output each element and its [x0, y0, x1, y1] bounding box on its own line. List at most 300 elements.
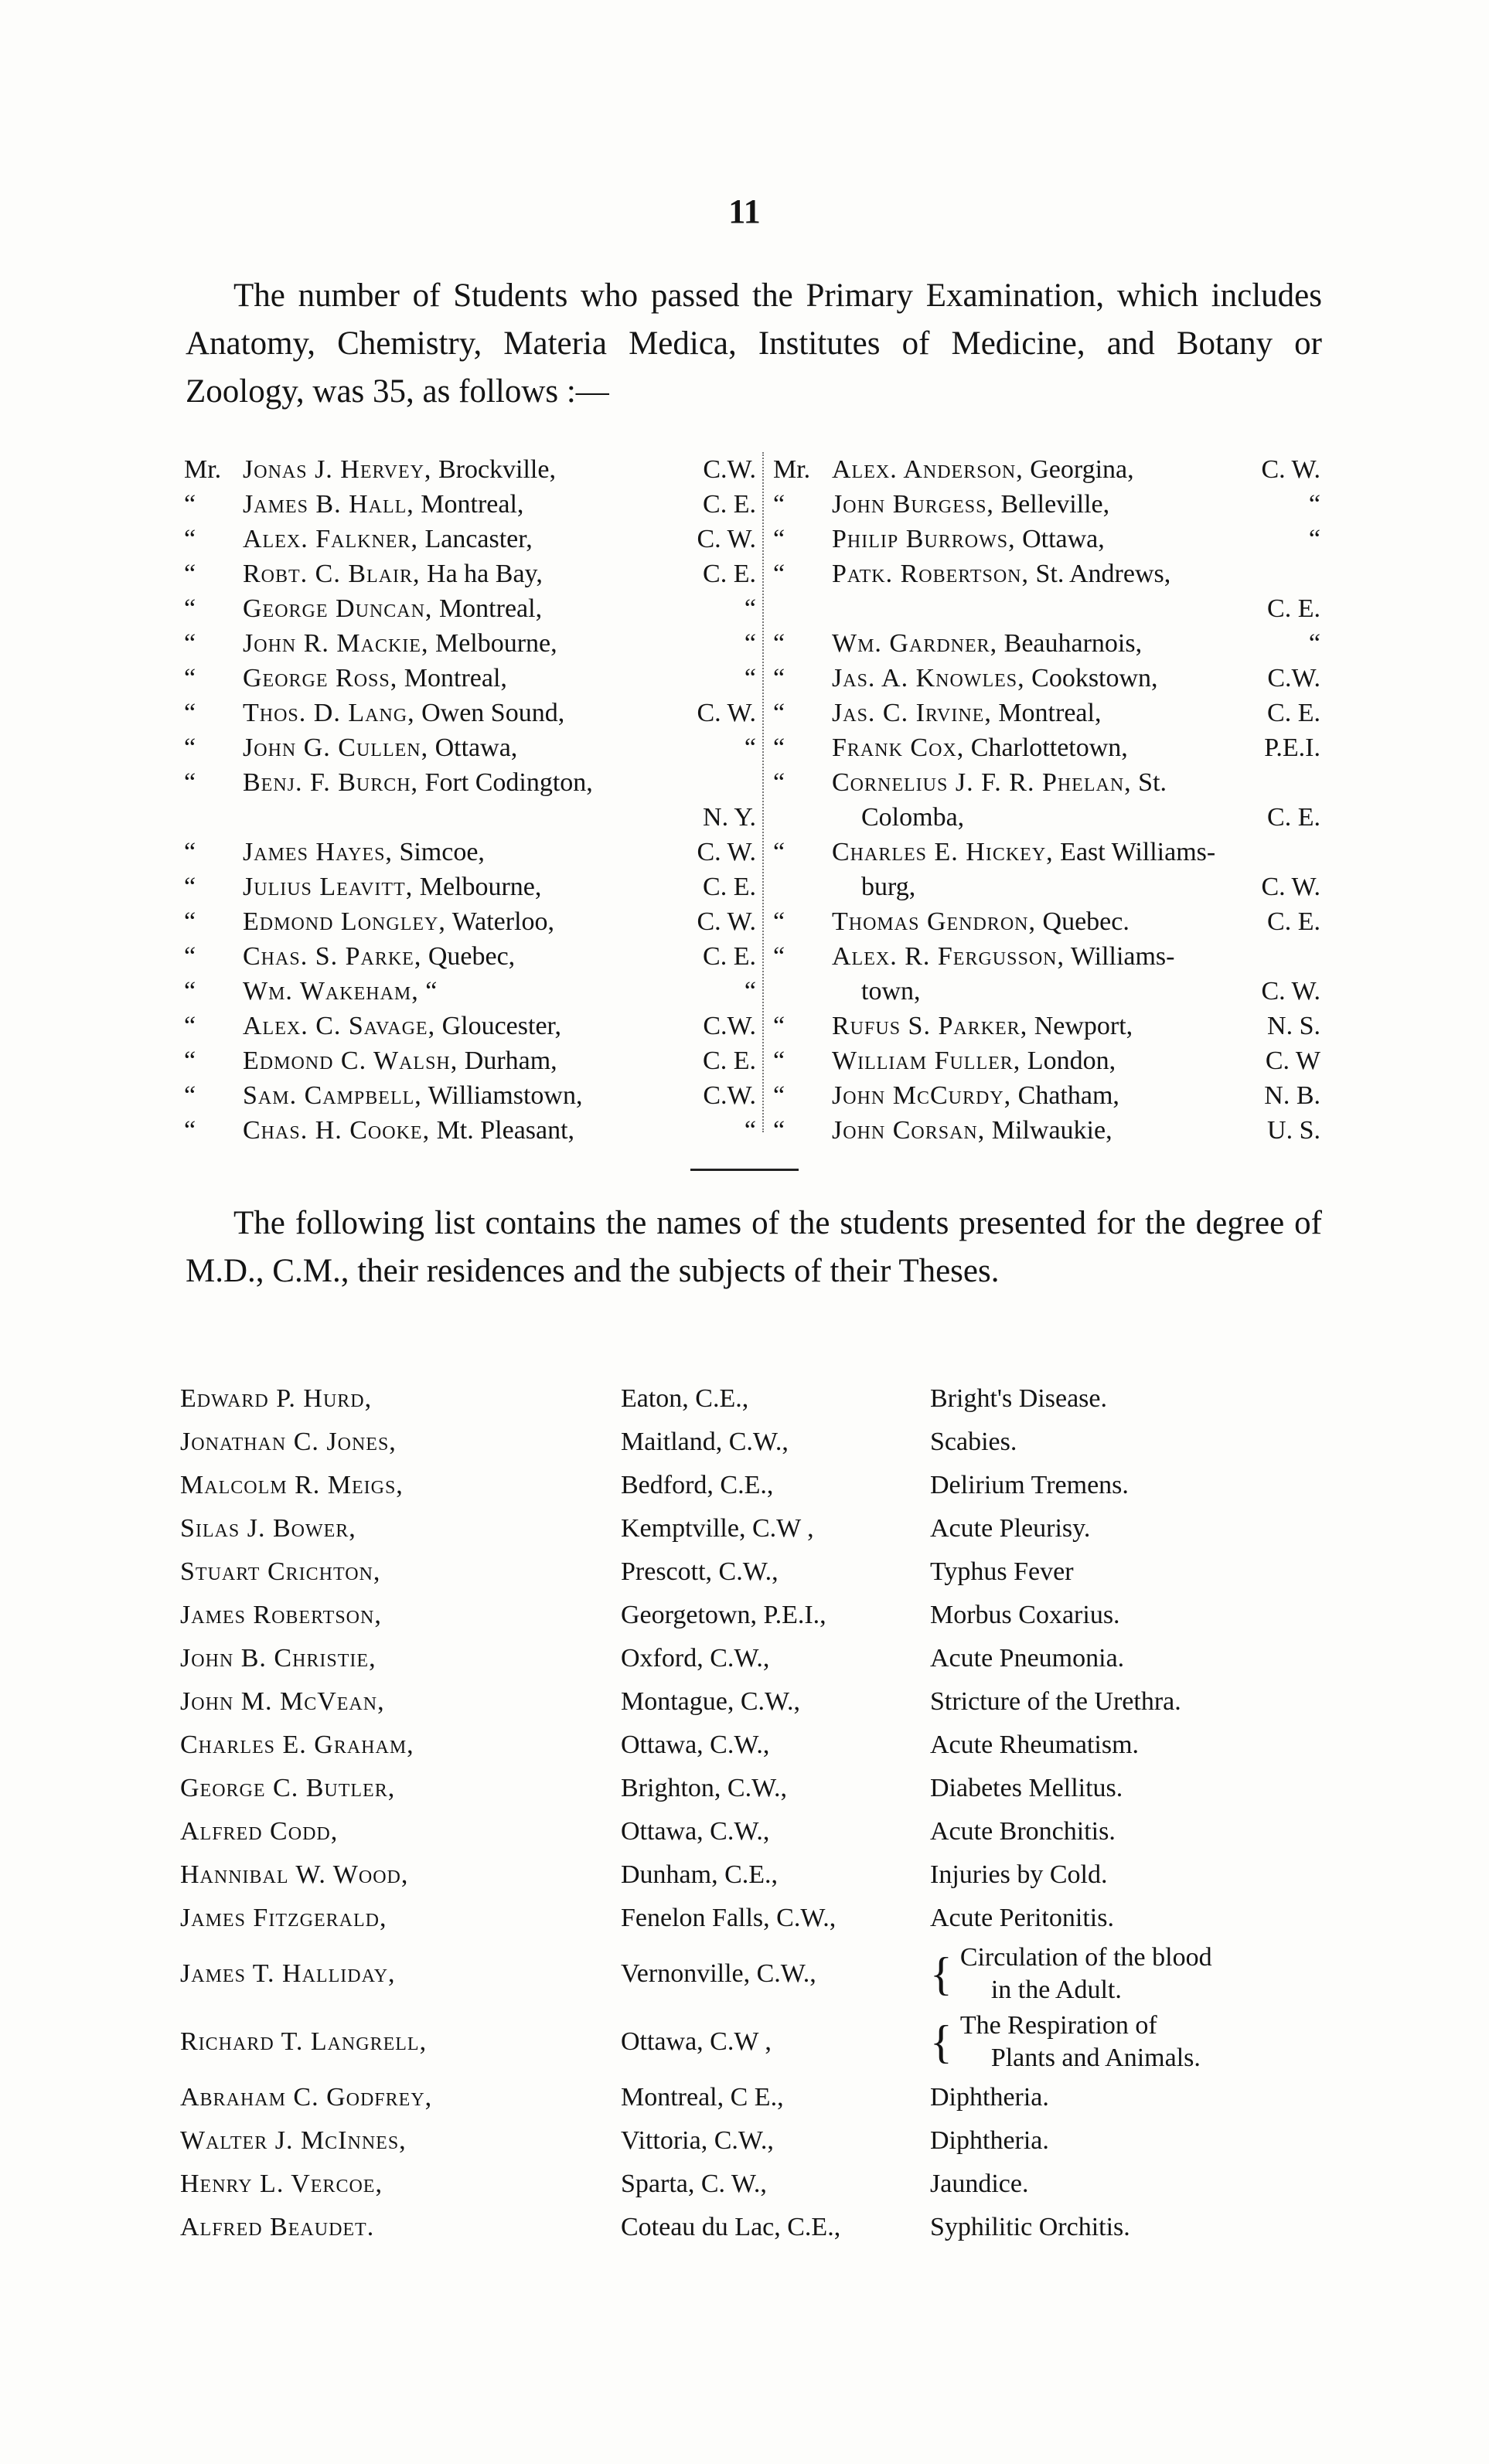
page-number: 11 — [728, 192, 761, 230]
student-region: C. W. — [697, 907, 756, 936]
student-name: John McCurdy, — [832, 1081, 1012, 1110]
student-entry — [832, 1113, 1261, 1148]
student-prefix: “ — [773, 1012, 785, 1040]
student-row — [773, 904, 1320, 939]
student-name: Alex. Falkner, — [243, 525, 418, 553]
student-region: C.W. — [1267, 664, 1320, 693]
thesis-subject: Jaundice. — [930, 2170, 1029, 2198]
student-place: Milwaukie, — [991, 1116, 1112, 1145]
candidate-name: Henry L. Vercoe, — [180, 2170, 383, 2198]
candidate-name: George C. Butler, — [180, 1774, 396, 1802]
student-place: Waterloo, — [451, 907, 555, 936]
student-prefix: “ — [184, 594, 196, 623]
student-place: St. — [1138, 768, 1167, 797]
candidate-residence: Montreal, C E., — [621, 2083, 784, 2112]
student-row — [184, 800, 756, 835]
candidate-name: Jonathan C. Jones, — [180, 1428, 397, 1456]
thesis-subject: Bright's Disease. — [930, 1384, 1107, 1413]
student-entry — [243, 939, 697, 974]
primary-examination-intro: The number of Students who passed the Primary Examination, which includes Anatomy, Chemistry, Materia Medica, Institutes of Medicine, and Botany or Zoology, was 35, as follows :— — [186, 277, 1322, 410]
student-row — [773, 1113, 1320, 1148]
student-row — [773, 1078, 1320, 1113]
student-name: Jonas J. Hervey, — [243, 455, 432, 484]
student-place: Montreal, — [998, 699, 1102, 727]
thesis-subject: Injuries by Cold. — [930, 1860, 1108, 1889]
student-row — [184, 765, 756, 800]
candidate-residence: Bedford, C.E., — [621, 1471, 774, 1499]
student-region: “ — [1308, 629, 1320, 658]
student-row — [184, 939, 756, 974]
thesis-subject: Diphtheria. — [930, 2083, 1049, 2112]
candidate-name: James Fitzgerald, — [180, 1904, 387, 1932]
student-region: “ — [744, 733, 756, 762]
student-place: Chatham, — [1017, 1081, 1119, 1110]
student-region — [1314, 835, 1320, 870]
student-place: Montreal, — [404, 664, 507, 693]
student-prefix — [773, 870, 832, 904]
thesis-row — [180, 2119, 1324, 2163]
student-entry — [243, 1043, 697, 1078]
candidate-residence: Montague, C.W., — [621, 1687, 801, 1716]
thesis-row — [180, 1464, 1324, 1507]
student-region: “ — [744, 629, 756, 658]
student-entry — [832, 522, 1303, 556]
candidate-residence: Vittoria, C.W., — [621, 2126, 774, 2155]
student-row — [773, 1009, 1320, 1043]
student-place: Lancaster, — [424, 525, 533, 553]
thesis-row — [180, 2076, 1324, 2119]
student-entry — [832, 661, 1261, 696]
candidate-residence: Brighton, C.W., — [621, 1774, 788, 1802]
student-region: C. E. — [703, 560, 756, 588]
student-row — [184, 696, 756, 730]
student-region: C. E. — [1267, 803, 1320, 832]
student-prefix: “ — [773, 733, 785, 762]
thesis-subject-lines — [960, 2010, 1201, 2074]
student-name: Frank Cox, — [832, 733, 965, 762]
students-left-column — [184, 452, 756, 1148]
student-name: Jas. A. Knowles, — [832, 664, 1025, 693]
student-row — [773, 591, 1320, 626]
student-name: Alex. C. Savage, — [243, 1012, 436, 1040]
student-row — [773, 696, 1320, 730]
student-entry — [243, 835, 690, 870]
student-place: Beauharnois, — [1003, 629, 1143, 658]
student-row — [184, 661, 756, 696]
student-prefix: “ — [773, 560, 785, 588]
student-entry — [832, 765, 1314, 800]
student-region: C.W. — [703, 1081, 756, 1110]
student-row — [773, 452, 1320, 487]
thesis-subject: Typhus Fever — [930, 1557, 1074, 1586]
student-prefix: “ — [773, 942, 785, 971]
student-prefix: “ — [184, 1116, 196, 1145]
candidate-name: Richard T. Langrell, — [180, 2027, 428, 2056]
student-entry — [832, 626, 1303, 661]
thesis-row — [180, 1897, 1324, 1940]
student-place: Melbourne, — [419, 873, 542, 901]
column-divider — [762, 452, 764, 1132]
student-prefix: “ — [184, 942, 196, 971]
student-region: C. W — [1265, 1047, 1320, 1075]
student-row — [184, 522, 756, 556]
student-row — [773, 974, 1320, 1009]
student-row — [184, 904, 756, 939]
student-region — [1314, 939, 1320, 974]
student-entry — [243, 696, 690, 730]
thesis-subject: Syphilitic Orchitis. — [930, 2213, 1130, 2241]
student-row — [184, 1113, 756, 1148]
thesis-row — [180, 1680, 1324, 1724]
candidate-name: Alfred Codd, — [180, 1817, 339, 1846]
thesis-row — [180, 1594, 1324, 1637]
student-row — [184, 487, 756, 522]
student-name: John G. Cullen, — [243, 733, 429, 762]
student-place: Williamstown, — [428, 1081, 583, 1110]
student-entry — [832, 1078, 1258, 1113]
candidate-residence: Ottawa, C.W., — [621, 1731, 770, 1759]
student-name: Alex. Anderson, — [832, 455, 1024, 484]
student-entry — [832, 452, 1255, 487]
student-prefix: “ — [184, 768, 196, 797]
student-name: Alex. R. Fergusson, — [832, 942, 1065, 971]
student-region: “ — [744, 977, 756, 1006]
student-region: C.W. — [703, 455, 756, 484]
student-place: Mt. Pleasant, — [436, 1116, 575, 1145]
student-region: C. E. — [703, 490, 756, 519]
student-entry — [832, 870, 1255, 904]
candidate-residence: Fenelon Falls, C.W., — [621, 1904, 836, 1932]
thesis-row — [180, 1377, 1324, 1421]
candidate-residence: Oxford, C.W., — [621, 1644, 770, 1673]
thesis-subject-continuation: in the Adult. — [990, 1976, 1122, 2004]
student-prefix: “ — [184, 977, 196, 1006]
candidate-residence: Kemptville, C.W , — [621, 1514, 814, 1543]
student-place: Georgina, — [1030, 455, 1134, 484]
student-place: Belleville, — [1000, 490, 1110, 519]
candidate-residence: Eaton, C.E., — [621, 1384, 749, 1413]
student-name: James B. Hall, — [243, 490, 414, 519]
thesis-row — [180, 1853, 1324, 1897]
student-row — [184, 730, 756, 765]
candidate-name: John M. McVean, — [180, 1687, 385, 1716]
thesis-row — [180, 1940, 1324, 2008]
student-place: Simcoe, — [399, 838, 485, 866]
student-prefix: “ — [773, 664, 785, 693]
student-name: Wm. Wakeham, — [243, 977, 419, 1006]
student-row — [184, 1009, 756, 1043]
student-prefix: Mr. — [184, 455, 222, 484]
student-prefix — [773, 974, 832, 1009]
thesis-subject: Scabies. — [930, 1428, 1017, 1456]
student-place: “ — [425, 977, 438, 1006]
student-row — [773, 870, 1320, 904]
brace-glyph: { — [930, 2016, 952, 2068]
student-place: Montreal, — [438, 594, 543, 623]
student-entry — [832, 1043, 1259, 1078]
thesis-row — [180, 1550, 1324, 1594]
student-region: C. W. — [697, 699, 756, 727]
student-place: Brockville, — [438, 455, 556, 484]
student-row — [773, 939, 1320, 974]
thesis-subject-line: The Respiration of — [959, 2011, 1157, 2040]
student-name: Charles E. Hickey, — [832, 838, 1054, 866]
student-prefix: “ — [773, 1116, 785, 1145]
student-row — [773, 661, 1320, 696]
student-entry — [832, 556, 1314, 591]
student-name: James Hayes, — [243, 838, 393, 866]
student-row — [184, 452, 756, 487]
candidate-name: Walter J. McInnes, — [180, 2126, 407, 2155]
student-entry — [832, 696, 1261, 730]
brace-glyph: { — [930, 1948, 952, 1999]
candidate-name: Charles E. Graham, — [180, 1731, 414, 1759]
student-entry — [243, 1113, 738, 1148]
student-entry — [832, 939, 1314, 974]
thesis-subject: Diabetes Mellitus. — [930, 1774, 1123, 1802]
student-row — [773, 556, 1320, 591]
student-name: Thos. D. Lang, — [243, 699, 415, 727]
student-prefix: “ — [773, 1081, 785, 1110]
student-row — [773, 835, 1320, 870]
student-entry — [243, 452, 697, 487]
student-place: Owen Sound, — [421, 699, 565, 727]
student-row — [184, 835, 756, 870]
candidate-name: Alfred Beaudet. — [180, 2213, 375, 2241]
thesis-subject: Acute Bronchitis. — [930, 1817, 1116, 1846]
student-row — [184, 1043, 756, 1078]
student-entry — [243, 522, 690, 556]
student-region: N. B. — [1264, 1081, 1320, 1110]
thesis-subject: Stricture of the Urethra. — [930, 1687, 1181, 1716]
student-place: Durham, — [464, 1047, 557, 1075]
student-region: “ — [744, 664, 756, 693]
student-region: N. Y. — [703, 803, 756, 832]
student-name: Sam. Campbell, — [243, 1081, 422, 1110]
theses-list — [180, 1377, 1324, 2249]
student-place: Williams- — [1070, 942, 1175, 971]
student-prefix: “ — [184, 490, 196, 519]
section-divider — [690, 1169, 799, 1171]
student-prefix: “ — [184, 629, 196, 658]
student-region: C.W. — [703, 1012, 756, 1040]
student-prefix: “ — [184, 525, 196, 553]
student-region: C. W. — [1261, 873, 1320, 901]
thesis-subject: Acute Rheumatism. — [930, 1731, 1140, 1759]
student-entry — [832, 835, 1314, 870]
student-region: N. S. — [1267, 1012, 1320, 1040]
candidate-residence: Prescott, C.W., — [621, 1557, 779, 1586]
student-region: C. W. — [1261, 977, 1320, 1006]
student-name: Patk. Robertson, — [832, 560, 1029, 588]
student-prefix: “ — [184, 873, 196, 901]
thesis-row — [180, 2163, 1324, 2206]
student-name: Julius Leavitt, — [243, 873, 414, 901]
candidate-residence: Georgetown, P.E.I., — [621, 1601, 826, 1629]
student-entry — [243, 730, 738, 765]
student-name: Benj. F. Burch, — [243, 768, 419, 797]
student-name: Thomas Gendron, — [832, 907, 1037, 936]
student-entry — [243, 904, 690, 939]
student-row — [184, 1078, 756, 1113]
thesis-row — [180, 1507, 1324, 1550]
thesis-subject: Diphtheria. — [930, 2126, 1049, 2155]
student-place: Montreal, — [421, 490, 524, 519]
candidate-name: Hannibal W. Wood, — [180, 1860, 409, 1889]
student-place: Quebec. — [1042, 907, 1130, 936]
student-name: John R. Mackie, — [243, 629, 429, 658]
student-entry — [243, 626, 738, 661]
student-prefix: “ — [184, 560, 196, 588]
student-row — [184, 591, 756, 626]
thesis-subject: Acute Pneumonia. — [930, 1644, 1125, 1673]
student-entry — [832, 487, 1303, 522]
student-entry — [243, 591, 738, 626]
candidate-name: James T. Halliday, — [180, 1959, 396, 1988]
student-place: Melbourne, — [434, 629, 557, 658]
thesis-row — [180, 2008, 1324, 2076]
student-name: John Corsan, — [832, 1116, 986, 1145]
student-row — [184, 974, 756, 1009]
student-row — [773, 1043, 1320, 1078]
student-row — [773, 522, 1320, 556]
student-prefix: “ — [773, 629, 785, 658]
thesis-subject — [930, 1942, 1324, 2006]
student-name: Wm. Gardner, — [832, 629, 998, 658]
student-place: Fort Codington, — [424, 768, 593, 797]
student-region: C. E. — [703, 873, 756, 901]
student-name: Cornelius J. F. R. Phelan, — [832, 768, 1132, 797]
student-region: P.E.I. — [1264, 733, 1320, 762]
student-entry — [243, 556, 697, 591]
student-entry — [832, 800, 1261, 835]
student-entry — [832, 904, 1261, 939]
student-region: C. E. — [1267, 699, 1320, 727]
candidate-name: Silas J. Bower, — [180, 1514, 356, 1543]
student-entry — [243, 870, 697, 904]
student-name: Chas. S. Parke, — [243, 942, 422, 971]
student-row — [184, 556, 756, 591]
student-place: St. Andrews, — [1035, 560, 1171, 588]
student-entry — [243, 765, 750, 800]
student-row — [184, 870, 756, 904]
student-prefix: “ — [773, 1047, 785, 1075]
student-prefix: “ — [773, 838, 785, 866]
student-entry — [243, 661, 738, 696]
student-region: C. E. — [703, 1047, 756, 1075]
thesis-subject: Acute Peritonitis. — [930, 1904, 1114, 1932]
student-prefix: “ — [773, 699, 785, 727]
student-row — [773, 487, 1320, 522]
student-prefix: Mr. — [773, 455, 811, 484]
student-name: Edmond Longley, — [243, 907, 446, 936]
thesis-subject: Delirium Tremens. — [930, 1471, 1129, 1499]
student-region — [1314, 556, 1320, 591]
student-prefix — [773, 591, 832, 626]
student-region — [1314, 765, 1320, 800]
student-prefix: “ — [773, 525, 785, 553]
student-place: Charlottetown, — [970, 733, 1128, 762]
student-region: C. E. — [1267, 907, 1320, 936]
student-name: George Ross, — [243, 664, 398, 693]
thesis-row — [180, 1810, 1324, 1853]
student-row — [773, 765, 1320, 800]
student-region: C. E. — [1267, 594, 1320, 623]
thesis-row — [180, 1767, 1324, 1810]
student-name: Philip Burrows, — [832, 525, 1016, 553]
student-name: William Fuller, — [832, 1047, 1021, 1075]
candidate-residence: Maitland, C.W., — [621, 1428, 789, 1456]
student-region: “ — [744, 1116, 756, 1145]
student-entry — [832, 974, 1255, 1009]
student-region: “ — [1308, 525, 1320, 553]
student-place: burg, — [861, 873, 916, 901]
student-prefix: “ — [773, 907, 785, 936]
student-place: Ottawa, — [434, 733, 518, 762]
student-row — [184, 626, 756, 661]
candidate-name: Malcolm R. Meigs, — [180, 1471, 404, 1499]
student-entry — [243, 1009, 697, 1043]
student-place: Ha ha Bay, — [427, 560, 543, 588]
student-row — [773, 800, 1320, 835]
student-prefix — [184, 800, 243, 835]
thesis-subject: Acute Pleurisy. — [930, 1514, 1091, 1543]
student-row — [773, 730, 1320, 765]
student-region: C. W. — [697, 525, 756, 553]
student-prefix: “ — [184, 1012, 196, 1040]
candidate-residence: Ottawa, C.W , — [621, 2027, 772, 2056]
student-prefix — [773, 800, 832, 835]
student-prefix: “ — [184, 1047, 196, 1075]
student-prefix: “ — [184, 733, 196, 762]
student-prefix: “ — [184, 699, 196, 727]
thesis-subject-continuation: Plants and Animals. — [990, 2044, 1201, 2072]
student-place: Newport, — [1034, 1012, 1133, 1040]
student-prefix: “ — [773, 490, 785, 519]
md-degree-intro: The following list contains the names of the students presented for the degree of M.D., C.M., their residences and the subjects of their Theses. — [186, 1205, 1322, 1289]
students-right-column — [773, 452, 1320, 1148]
candidate-residence: Ottawa, C.W., — [621, 1817, 770, 1846]
candidate-name: Stuart Crichton, — [180, 1557, 381, 1586]
thesis-row — [180, 1724, 1324, 1767]
student-name: Chas. H. Cooke, — [243, 1116, 431, 1145]
thesis-row — [180, 2206, 1324, 2249]
student-place: London, — [1027, 1047, 1116, 1075]
student-prefix: “ — [184, 907, 196, 936]
thesis-subject-lines — [960, 1942, 1212, 2006]
candidate-name: Abraham C. Godfrey, — [180, 2083, 433, 2112]
student-region: U. S. — [1267, 1116, 1320, 1145]
student-region — [750, 765, 756, 800]
candidate-residence: Sparta, C. W., — [621, 2170, 767, 2198]
student-entry — [243, 1078, 697, 1113]
student-row — [773, 626, 1320, 661]
candidate-residence: Dunham, C.E., — [621, 1860, 779, 1889]
student-prefix: “ — [184, 838, 196, 866]
student-region: C. W. — [1261, 455, 1320, 484]
thesis-subject — [930, 2010, 1324, 2074]
student-region: C. W. — [697, 838, 756, 866]
student-place: Quebec, — [428, 942, 516, 971]
student-entry — [243, 487, 697, 522]
student-name: Jas. C. Irvine, — [832, 699, 992, 727]
thesis-subject: Morbus Coxarius. — [930, 1601, 1120, 1629]
student-name: Edmond C. Walsh, — [243, 1047, 458, 1075]
student-entry — [832, 591, 1261, 626]
student-entry — [832, 730, 1258, 765]
student-name: Robt. C. Blair, — [243, 560, 421, 588]
candidate-residence: Coteau du Lac, C.E., — [621, 2213, 841, 2241]
